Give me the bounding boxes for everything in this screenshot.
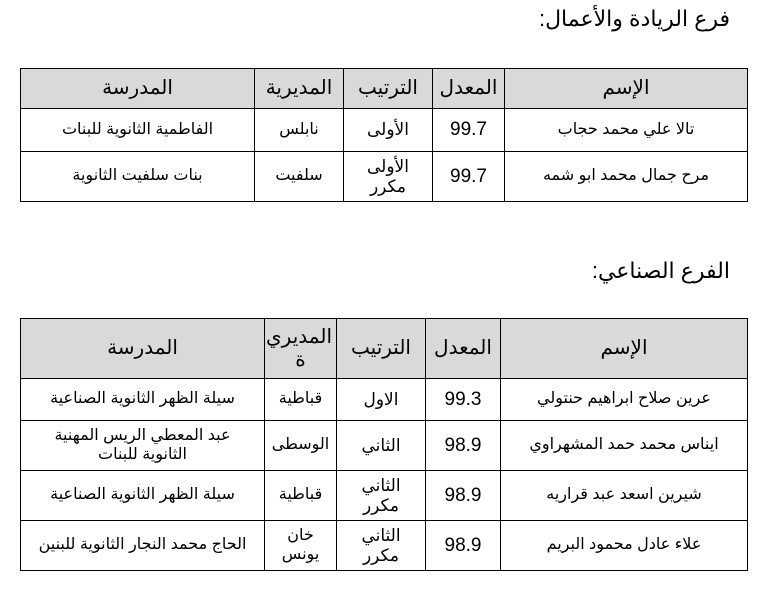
cell-rank: الثاني مكرر: [337, 471, 426, 521]
cell-directorate: قباطية: [265, 379, 337, 421]
cell-directorate: نابلس: [255, 109, 344, 152]
cell-average: 98.9: [426, 521, 501, 571]
cell-school: عبد المعطي الريس المهنية الثانوية للبنات: [21, 421, 265, 471]
header-school: المدرسة: [21, 319, 265, 379]
cell-rank: الأولى: [344, 109, 433, 152]
table-row: [21, 421, 748, 471]
cell-directorate: سلفيت: [255, 152, 344, 202]
table-header-row: [21, 69, 748, 109]
cell-average: 99.7: [433, 109, 505, 152]
header-name: الإسم: [505, 69, 748, 109]
table-row: [21, 109, 748, 152]
cell-rank: الاول: [337, 379, 426, 421]
cell-average: 98.9: [426, 471, 501, 521]
cell-rank: الأولى مكرر: [344, 152, 433, 202]
cell-average: 98.9: [426, 421, 501, 471]
table-row: [21, 521, 748, 571]
section-title-entrepreneurship: فرع الريادة والأعمال:: [538, 6, 730, 31]
cell-school: سيلة الظهر الثانوية الصناعية: [21, 471, 265, 521]
header-directorate: المديري ة: [265, 319, 337, 379]
cell-directorate: خان يونس: [265, 521, 337, 571]
cell-average: 99.7: [433, 152, 505, 202]
header-average: المعدل: [433, 69, 505, 109]
table-header-row: [21, 319, 748, 379]
header-average: المعدل: [426, 319, 501, 379]
table-row: [21, 152, 748, 202]
cell-name: ايناس محمد حمد المشهراوي: [501, 421, 748, 471]
header-rank: الترتيب: [344, 69, 433, 109]
cell-name: عرين صلاح ابراهيم حنتولي: [501, 379, 748, 421]
cell-school: الحاج محمد النجار الثانوية للبنين: [21, 521, 265, 571]
cell-name: شيرين اسعد عبد قراريه: [501, 471, 748, 521]
cell-school: بنات سلفيت الثانوية: [21, 152, 255, 202]
section-title-industrial: الفرع الصناعي:: [591, 258, 730, 283]
header-rank: الترتيب: [337, 319, 426, 379]
cell-school: سيلة الظهر الثانوية الصناعية: [21, 379, 265, 421]
cell-directorate: الوسطى: [265, 421, 337, 471]
cell-rank: الثاني: [337, 421, 426, 471]
cell-name: مرح جمال محمد ابو شمه: [505, 152, 748, 202]
cell-school: الفاطمية الثانوية للبنات: [21, 109, 255, 152]
cell-name: علاء عادل محمود البريم: [501, 521, 748, 571]
cell-average: 99.3: [426, 379, 501, 421]
industrial-table: [20, 318, 748, 571]
header-name: الإسم: [501, 319, 748, 379]
cell-name: تالا علي محمد حجاب: [505, 109, 748, 152]
table-row: [21, 471, 748, 521]
header-directorate: المديرية: [255, 69, 344, 109]
cell-rank: الثاني مكرر: [337, 521, 426, 571]
entrepreneurship-table: [20, 68, 748, 202]
cell-directorate: قباطية: [265, 471, 337, 521]
table-row: [21, 379, 748, 421]
header-school: المدرسة: [21, 69, 255, 109]
